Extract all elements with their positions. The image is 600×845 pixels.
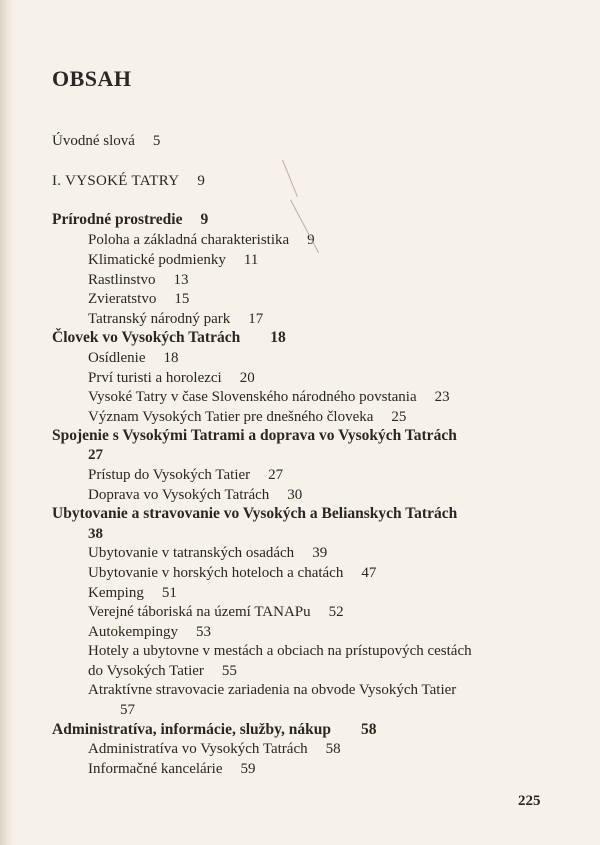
- toc-page-continued: 27: [88, 447, 103, 463]
- page-title: OBSAH: [52, 66, 132, 91]
- toc-intro: [52, 131, 160, 151]
- toc-label: Človek vo Vysokých Tatrách: [52, 329, 241, 346]
- toc-label: Informačné kancelárie: [88, 761, 223, 777]
- toc-section: [52, 504, 457, 524]
- toc-item: [88, 289, 189, 309]
- toc-label: do Vysokých Tatier: [88, 663, 204, 679]
- toc-page-continued: 57: [120, 702, 135, 718]
- toc-label: Doprava vo Vysokých Tatrách: [88, 487, 270, 503]
- toc-page: 47: [361, 565, 377, 581]
- toc-item: [88, 622, 211, 642]
- toc-item: [88, 543, 327, 563]
- toc-page: 30: [287, 487, 303, 503]
- toc-label: Vysoké Tatry v čase Slovenského národného povstania: [88, 389, 417, 405]
- toc-item: [88, 465, 283, 485]
- toc-page: 9: [307, 232, 315, 248]
- toc-page: 58: [361, 721, 377, 738]
- toc-item: [88, 583, 177, 603]
- toc-label: Hotely a ubytovne v mestách a obciach na prístupových cestách: [88, 643, 472, 659]
- toc-label: Autokempingy: [88, 624, 178, 640]
- toc-page: 17: [248, 311, 264, 327]
- toc-label: Úvodné slová: [52, 133, 135, 149]
- pencil-mark: [282, 160, 298, 197]
- toc-label: Ubytovanie a stravovanie vo Vysokých a Belianskych Tatrách: [52, 505, 458, 522]
- toc-label: Poloha a základná charakteristika: [88, 232, 290, 248]
- toc-item: [88, 250, 258, 270]
- toc-label: Osídlenie: [88, 350, 146, 366]
- toc-page: 23: [434, 389, 450, 405]
- toc-label: Atraktívne stravovacie zariadenia na obvode Vysokých Tatier: [88, 682, 457, 698]
- toc-page: 5: [152, 133, 161, 149]
- toc-section: [52, 328, 286, 348]
- toc-page: 51: [161, 585, 177, 601]
- toc-page: 59: [240, 761, 256, 777]
- toc-page: 15: [174, 291, 190, 307]
- toc-item: [88, 368, 255, 388]
- toc-item: [88, 270, 189, 290]
- toc-label: Administratíva, informácie, služby, nákup: [52, 721, 332, 738]
- toc-label: Administratíva vo Vysokých Tatrách: [88, 741, 308, 757]
- toc-label: Klimatické podmienky: [88, 252, 226, 268]
- toc-item: [88, 309, 263, 329]
- toc-label: Spojenie s Vysokými Tatrami a doprava vo Vysokých Tatrách: [52, 427, 457, 444]
- toc-label: Význam Vysokých Tatier pre dnešného človeka: [88, 409, 374, 425]
- toc-page-continued: 38: [88, 526, 103, 542]
- toc-label: Prístup do Vysokých Tatier: [88, 467, 251, 483]
- toc-item: [88, 739, 341, 759]
- toc-label: Tatranský národný park: [88, 311, 231, 327]
- toc-label: Ubytovanie v tatranských osadách: [88, 545, 295, 561]
- page-number: 225: [518, 793, 541, 809]
- toc-page: 27: [268, 467, 284, 483]
- toc-item: [88, 602, 344, 622]
- toc-page: 9: [197, 173, 206, 189]
- toc-item: [88, 407, 406, 427]
- toc-item: [88, 563, 376, 583]
- page-edge-shadow: [0, 0, 14, 845]
- toc-item: [88, 485, 302, 505]
- toc-item: [88, 230, 315, 250]
- toc-label: Zvieratstvo: [88, 291, 157, 307]
- toc-page: 55: [221, 663, 237, 679]
- toc-label: Prví turisti a horolezci: [88, 370, 222, 386]
- toc-section: [52, 426, 457, 446]
- toc-item-continued: [88, 661, 237, 681]
- toc-item: [88, 387, 450, 407]
- toc-page: 39: [312, 545, 328, 561]
- toc-page: 11: [243, 252, 259, 268]
- toc-section: [52, 720, 377, 740]
- toc-item: [88, 680, 456, 700]
- toc-page: 18: [270, 329, 286, 346]
- toc-page: 58: [325, 741, 341, 757]
- toc-label: Ubytovanie v horských hoteloch a chatách: [88, 565, 344, 581]
- toc-page: 53: [196, 624, 211, 640]
- toc-page: 13: [173, 272, 189, 288]
- toc-page: 52: [328, 604, 344, 620]
- toc-label: I. VYSOKÉ TATRY: [52, 173, 180, 189]
- toc-item: [88, 348, 179, 368]
- toc-label: Rastlinstvo: [88, 272, 156, 288]
- toc-page: 20: [239, 370, 255, 386]
- toc-page: 9: [200, 211, 209, 228]
- toc-label: Verejné táboriská na území TANAPu: [88, 604, 311, 620]
- toc-section: [52, 210, 208, 230]
- toc-item: [88, 759, 256, 779]
- toc-label: Kemping: [88, 585, 144, 601]
- toc-page: 18: [163, 350, 179, 366]
- toc-item: [88, 641, 472, 661]
- toc-chapter: [52, 171, 205, 191]
- toc-label: Prírodné prostredie: [52, 211, 183, 228]
- toc-page: 25: [391, 409, 407, 425]
